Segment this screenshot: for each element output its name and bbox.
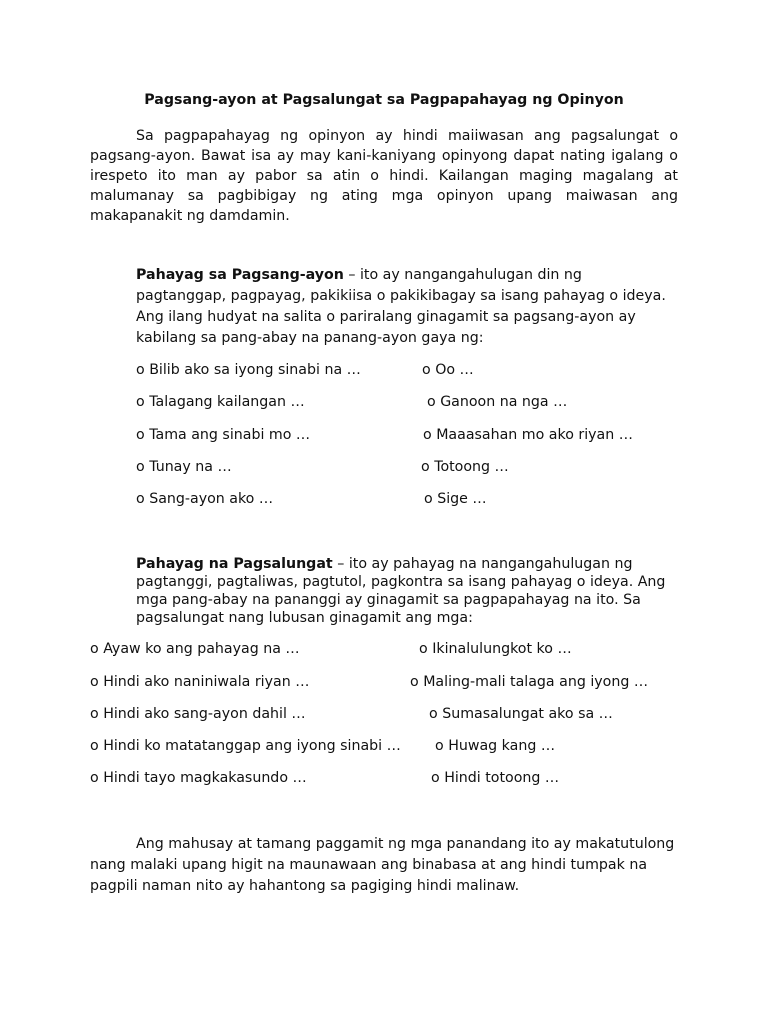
disagree-item-left-5: o Hindi tayo magkakasundo … [90,770,307,786]
disagree-item-right-3: o Sumasalungat ako sa … [429,706,613,722]
agree-item-right-4: o Totoong … [421,459,509,475]
closing-paragraph: Ang mahusay at tamang paggamit ng mga panandang ito ay makatutulong nang malaki upang higit na maunawaan ang binabasa at ang hindi tumpak na pagpili naman nito ay hahantong sa pagiging hindi malinaw. [90,836,675,894]
agree-body: – ito ay nangangahulugan din ng pagtanggap, pagpayag, pakikiisa o pakikibagay sa isang pahayag o ideya. Ang ilang hudyat na salita o pariralang ginagamit sa pagsang-ayon ay kabilang sa pang-abay na panang-ayon gaya ng: [136,267,666,346]
agree-item-left-2: o Talagang kailangan … [136,394,305,410]
agree-definition [136,265,676,349]
agree-item-right-1: o Oo … [422,362,474,378]
agree-item-right-2: o Ganoon na nga … [427,394,568,410]
agree-item-left-4: o Tunay na … [136,459,232,475]
disagree-item-right-5: o Hindi totoong … [431,770,560,786]
disagree-item-right-1: o Ikinalulungkot ko … [419,641,572,657]
page-title: Pagsang-ayon at Pagsalungat sa Pagpapahayag ng Opinyon [144,92,624,108]
agree-item-right-5: o Sige … [424,491,487,507]
disagree-item-left-1: o Ayaw ko ang pahayag na … [90,641,300,657]
disagree-item-right-2: o Maling-mali talaga ang iyong … [410,674,649,690]
disagree-item-right-4: o Huwag kang … [435,738,556,754]
agree-heading: Pahayag sa Pagsang-ayon [136,267,344,283]
disagree-item-left-2: o Hindi ako naniniwala riyan … [90,674,310,690]
disagree-body: – ito ay pahayag na nangangahulugan ng pagtanggi, pagtaliwas, pagtutol, pagkontra sa isang pahayag o ideya. Ang mga pang-abay na pananggi ay ginagamit sa pagpapahayag na ito. Sa pagsalungat nang lubusan ginagamit ang mga: [136,556,666,626]
intro-paragraph: Sa pagpapahayag ng opinyon ay hindi maiiwasan ang pagsalungat o pagsang-ayon. Bawat isa ay may kani-kaniyang opinyong dapat nating igalang o irespeto ito man ay pabor sa atin o hindi. Kailangan maging magalang at malumanay sa pagbibigay ng ating mga opinyon upang maiwasan ang makapanakit ng damdamin. [90,128,678,224]
agree-item-left-3: o Tama ang sinabi mo … [136,427,311,443]
disagree-item-left-4: o Hindi ko matatanggap ang iyong sinabi … [90,738,401,754]
agree-item-left-5: o Sang-ayon ako … [136,491,274,507]
agree-item-right-3: o Maaasahan mo ako riyan … [423,427,633,443]
agree-item-left-1: o Bilib ako sa iyong sinabi na … [136,362,361,378]
disagree-definition [136,555,676,627]
disagree-item-left-3: o Hindi ako sang-ayon dahil … [90,706,306,722]
disagree-heading: Pahayag na Pagsalungat [136,556,333,572]
